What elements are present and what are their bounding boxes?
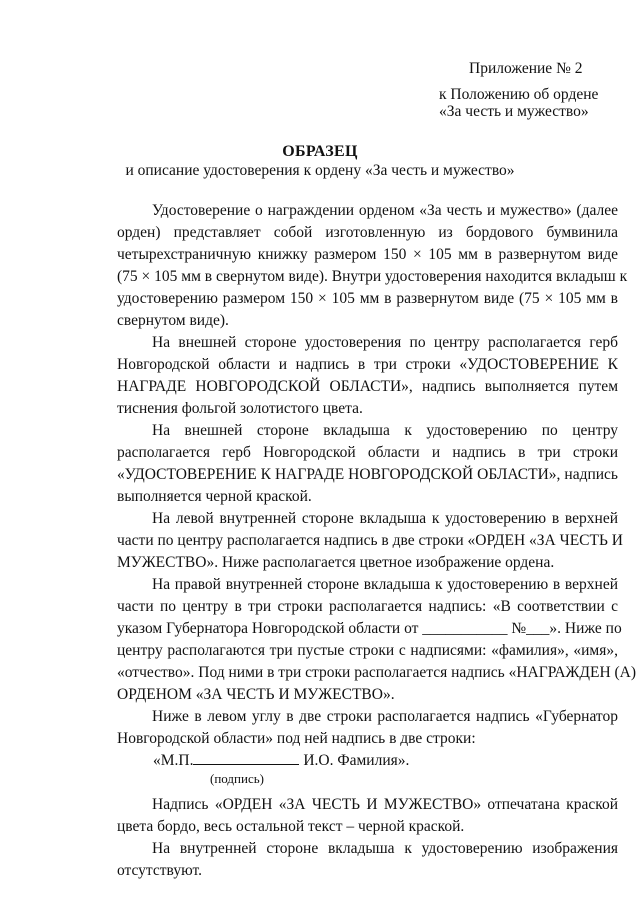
paragraph-line: цвета бордо, весь остальной текст – черной краской. [117, 818, 465, 835]
signature-suffix: И.О. Фамилия». [303, 752, 410, 769]
paragraph-line: Новгородской области и надпись в три строки «УДОСТОВЕРЕНИЕ К [117, 356, 618, 373]
paragraph-line: На внешней стороне удостоверения по центру располагается герб [152, 334, 618, 351]
paragraph-line: части по центру в три строки располагается надпись: «В соответствии с [117, 598, 618, 615]
paragraph-line: На внутренней стороне вкладыша к удостоверению изображения [152, 840, 618, 857]
paragraph-line: указом Губернатора Новгородской области от ___________ №___». Ниже по [117, 620, 622, 637]
appendix-line-2: «За честь и мужество» [439, 103, 589, 120]
paragraph-4 [117, 508, 623, 574]
paragraph-6 [117, 706, 618, 750]
paragraph-line: тиснения фольгой золотистого цвета. [117, 400, 363, 417]
signature-blank [193, 750, 299, 765]
signature-line [117, 750, 618, 772]
paragraph-line: «УДОСТОВЕРЕНИЕ К НАГРАДЕ НОВГОРОДСКОЙ ОБЛАСТИ», надпись [117, 466, 618, 483]
paragraph-line: Надпись «ОРДЕН «ЗА ЧЕСТЬ И МУЖЕСТВО» отпечатана краской [152, 796, 618, 813]
paragraph-line: выполняется черной краской. [117, 488, 312, 505]
appendix-header [439, 60, 598, 120]
paragraph-2 [117, 332, 618, 420]
paragraph-5 [117, 574, 637, 706]
paragraph-line: центру располагаются три пустые строки с надписями: «фамилия», «имя», [117, 642, 618, 659]
paragraph-line: четырехстраничную книжку размером 150 × 105 мм в развернутом виде [117, 246, 618, 263]
paragraph-line: На левой внутренней стороне вкладыша к удостоверению в верхней [152, 510, 618, 527]
paragraph-line: «отчество». Под ними в три строки располагается надпись «НАГРАЖДЕН (А) [117, 664, 637, 681]
paragraph-line: располагается герб Новгородской области и надпись в три строки [117, 444, 618, 461]
paragraph-line: ОРДЕНОМ «ЗА ЧЕСТЬ И МУЖЕСТВО». [117, 686, 395, 703]
paragraph-8 [117, 838, 618, 882]
paragraph-line: Новгородской области» под ней надпись в две строки: [117, 730, 476, 747]
paragraph-7 [117, 794, 618, 838]
paragraph-line: НАГРАДЕ НОВГОРОДСКОЙ ОБЛАСТИ», надпись выполняется путем [117, 378, 618, 395]
document-title: ОБРАЗЕЦ [282, 143, 358, 160]
paragraph-line: орден) представляет собой изготовленную из бордового бумвинила [117, 224, 618, 241]
signature-prefix: «М.П. [153, 752, 194, 769]
paragraph-line: Удостоверение о награждении орденом «За честь и мужество» (далее [152, 202, 618, 219]
signature-caption: (подпись) [210, 771, 264, 786]
paragraph-line: МУЖЕСТВО». Ниже располагается цветное изображение ордена. [117, 554, 555, 571]
paragraph-line: На правой внутренней стороне вкладыша к удостоверению в верхней [152, 576, 618, 593]
paragraph-3 [117, 420, 618, 508]
document-subtitle: и описание удостоверения к ордену «За честь и мужество» [125, 162, 515, 179]
paragraph-line: удостоверению размером 150 × 105 мм в развернутом виде (75 × 105 мм в [117, 290, 618, 307]
paragraph-line: части по центру располагается надпись в две строки «ОРДЕН «ЗА ЧЕСТЬ И [117, 532, 623, 549]
paragraph-line: Ниже в левом углу в две строки располагается надпись «Губернатор [152, 708, 618, 725]
paragraph-1 [117, 200, 628, 332]
paragraph-line: отсутствуют. [117, 862, 202, 879]
paragraph-line: свернутом виде). [117, 312, 229, 329]
paragraph-line: (75 × 105 мм в свернутом виде). Внутри удостоверения находится вкладыш к [117, 268, 628, 285]
appendix-number: Приложение № 2 [469, 60, 583, 77]
document-body [117, 200, 637, 882]
paragraph-line: На внешней стороне вкладыша к удостоверению по центру [152, 422, 618, 439]
appendix-line-1: к Положению об ордене [439, 86, 599, 103]
